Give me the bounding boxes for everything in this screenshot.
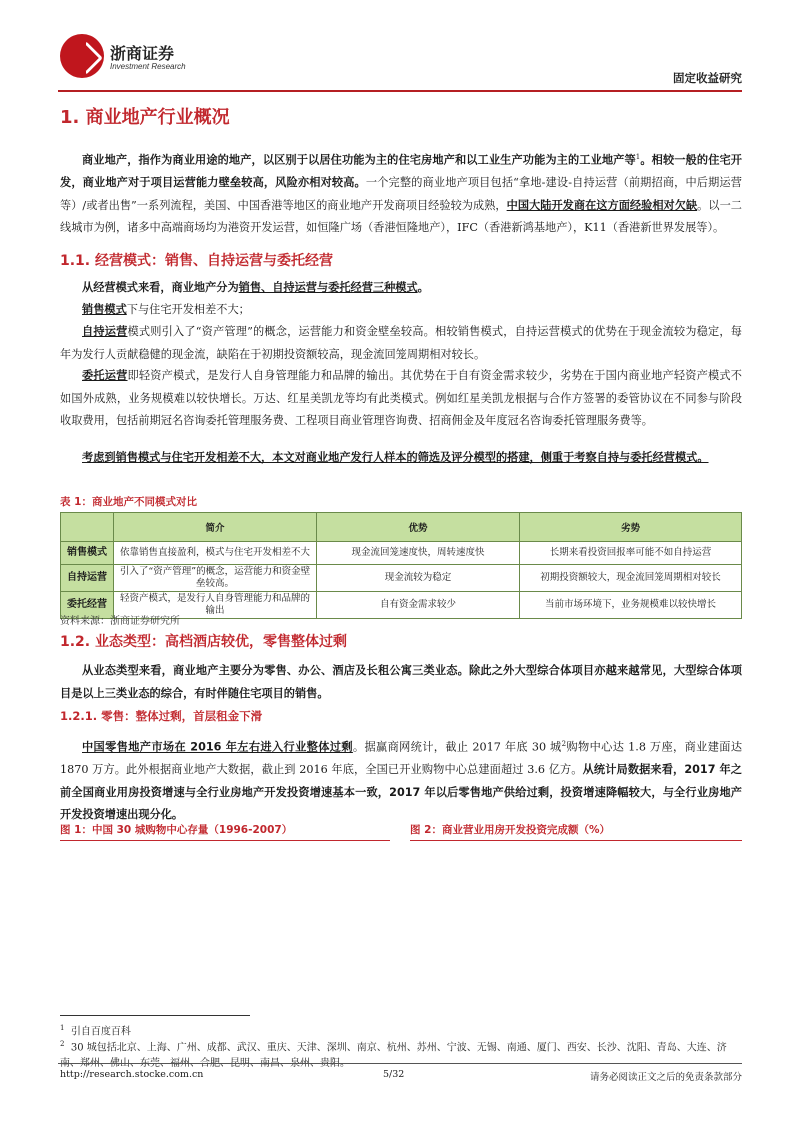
report-section: 固定收益研究 <box>673 71 742 85</box>
row-label: 委托经营 <box>61 592 114 619</box>
footnote-ref: 1 <box>635 153 641 161</box>
figure-1-rule <box>60 840 390 841</box>
format-type-paragraph: 从业态类型来看，商业地产主要分为零售、办公、酒店及长租公寓三类业态。除此之外大型综合体项目亦越来越常见，大型综合体项目是以上三类业态的综合，有时伴随住宅项目的销售。 <box>60 664 742 700</box>
table-header-cell: 简介 <box>114 513 317 542</box>
table-cell: 当前市场环境下，业务规模难以较快增长 <box>520 592 742 619</box>
subsection-heading: 1.1. 经营模式：销售、自持运营与委托经营 <box>60 253 333 269</box>
table-cell: 长期来看投资回报率可能不如自持运营 <box>520 542 742 565</box>
logo-subtext: Investment Research <box>110 62 186 71</box>
table-row <box>61 565 742 592</box>
entrusted-operation-paragraph: 委托运营即轻资产模式，是发行人自身管理能力和品牌的输出。其优势在于自有资金需求较少，劣势在于国内商业地产轻资产模式不如国外成熟，业务规模难以较快增长。万达、红星美凯龙等均有此类模式。例如红星美凯龙根据与合作方签署的委管协议在不同参与阶段收取费用，包括前期冠名咨询委托管理服务费、工程项目商业管理咨询费、招商佣金及年度冠名咨询委托管理服务费等。 <box>60 369 742 427</box>
table-cell: 初期投资额较大，现金流回笼周期相对较长 <box>520 565 742 592</box>
focus-paragraph: 考虑到销售模式与住宅开发相差不大，本文对商业地产发行人样本的筛选及评分模型的搭建，侧重于考察自持与委托经营模式。 <box>82 451 709 464</box>
logo-text: 浙商证券 <box>110 44 175 63</box>
retail-paragraph: 中国零售地产市场在 2016 年左右进入行业整体过剩。据赢商网统计，截止 2017 年底 30 城$^2$购物中心达 1.8 万座，商业建面达 1870 万方。此外根据商业地产大数据，截止到 2016 年底，全国已开业购物中心总建面超过 3.6 亿方。从统计局数据来看，2017 年之前全国商业用房投资增速与全行业房地产开发投资增速基本一致，2017 年以后零售地产供给过剩，投资增速降幅较大，与全行业房地产开发投资增速出现分化。 <box>60 740 743 822</box>
table-header-cell: 劣势 <box>520 513 742 542</box>
table-cell: 轻资产模式，是发行人自身管理能力和品牌的输出 <box>114 592 317 619</box>
footnote-ref: 2 <box>561 740 567 748</box>
table-cell: 现金流回笼速度快，周转速度快 <box>317 542 520 565</box>
figure-2-rule <box>410 840 742 841</box>
mode-comparison-table <box>60 512 742 619</box>
footer-divider <box>58 1063 742 1064</box>
figure-2-caption: 图 2：商业营业用房开发投资完成额（%） <box>410 824 610 836</box>
footnote-1: $^1$ 引自百度百科 <box>60 1024 131 1038</box>
subsection-heading: 1.2. 业态类型：高档酒店较优，零售整体过剩 <box>60 634 347 650</box>
table-caption: 表 1：商业地产不同模式对比 <box>60 496 197 508</box>
footnote-divider <box>60 1015 250 1016</box>
table-header-cell: 优势 <box>317 513 520 542</box>
subsubsection-heading: 1.2.1. 零售：整体过剩，首层租金下滑 <box>60 709 263 723</box>
header-divider <box>58 90 742 92</box>
table-row <box>61 542 742 565</box>
page-number: 5/32 <box>383 1069 405 1080</box>
self-operation-paragraph: 自持运营模式则引入了“资产管理”的概念，运营能力和资金壁垒较高。相较销售模式，自持运营模式的优势在于现金流较为稳定，每年为发行人贡献稳健的现金流，缺陷在于初期投资额较高，现金流回笼周期相对较长。 <box>60 325 742 361</box>
table-cell: 自有资金需求较少 <box>317 592 520 619</box>
table-cell: 依靠销售直接盈利，模式与住宅开发相差不大 <box>114 542 317 565</box>
business-model-paragraph: 从经营模式来看，商业地产分为销售、自持运营与委托经营三种模式。 <box>82 281 429 294</box>
footer-disclaimer: 请务必阅读正文之后的免责条款部分 <box>589 1072 742 1083</box>
table-cell: 引入了“资产管理”的概念，运营能力和资金壁垒较高。 <box>114 565 317 592</box>
table-header-row <box>61 513 742 542</box>
table-cell: 现金流较为稳定 <box>317 565 520 592</box>
row-label: 自持运营 <box>61 565 114 592</box>
logo-icon <box>60 34 104 78</box>
intro-paragraph: 商业地产，指作为商业用途的地产，以区别于以居住功能为主的住宅房地产和以工业生产功能为主的工业地产等$^1$。相较一般的住宅开发，商业地产对于项目运营能力壁垒较高，风险亦相对较高。一个完整的商业地产项目包括“拿地-建设-自持运营（前期招商，中后期运营等）/或者出售”一系列流程，美国、中国香港等地区的商业地产开发商项目经验较为成熟，中国大陆开发商在这方面经验相对欠缺。以一二线城市为例，诸多中高端商场均为港资开发运营，如恒隆广场（香港恒隆地产），IFC（香港新鸿基地产），K11（香港新世界发展等）。 <box>60 153 742 235</box>
table-header-cell <box>61 513 114 542</box>
row-label: 销售模式 <box>61 542 114 565</box>
figure-1-caption: 图 1：中国 30 城购物中心存量（1996-2007） <box>60 824 293 836</box>
footnote-2: $^2$ 30 城包括北京、上海、广州、成都、武汉、重庆、天津、深圳、南京、杭州、苏州、宁波、无锡、南通、厦门、西安、长沙、沈阳、青岛、大连、济南、郑州、佛山、东莞、福州、合肥、昆明、南昌、泉州、贵阳。 <box>60 1040 727 1070</box>
section-heading: 1. 商业地产行业概况 <box>60 107 230 128</box>
table-source: 资料来源：浙商证券研究所 <box>60 616 180 627</box>
footer-url[interactable]: http://research.stocke.com.cn <box>60 1069 204 1080</box>
sales-model-paragraph: 销售模式下与住宅开发相差不大； <box>82 303 250 316</box>
